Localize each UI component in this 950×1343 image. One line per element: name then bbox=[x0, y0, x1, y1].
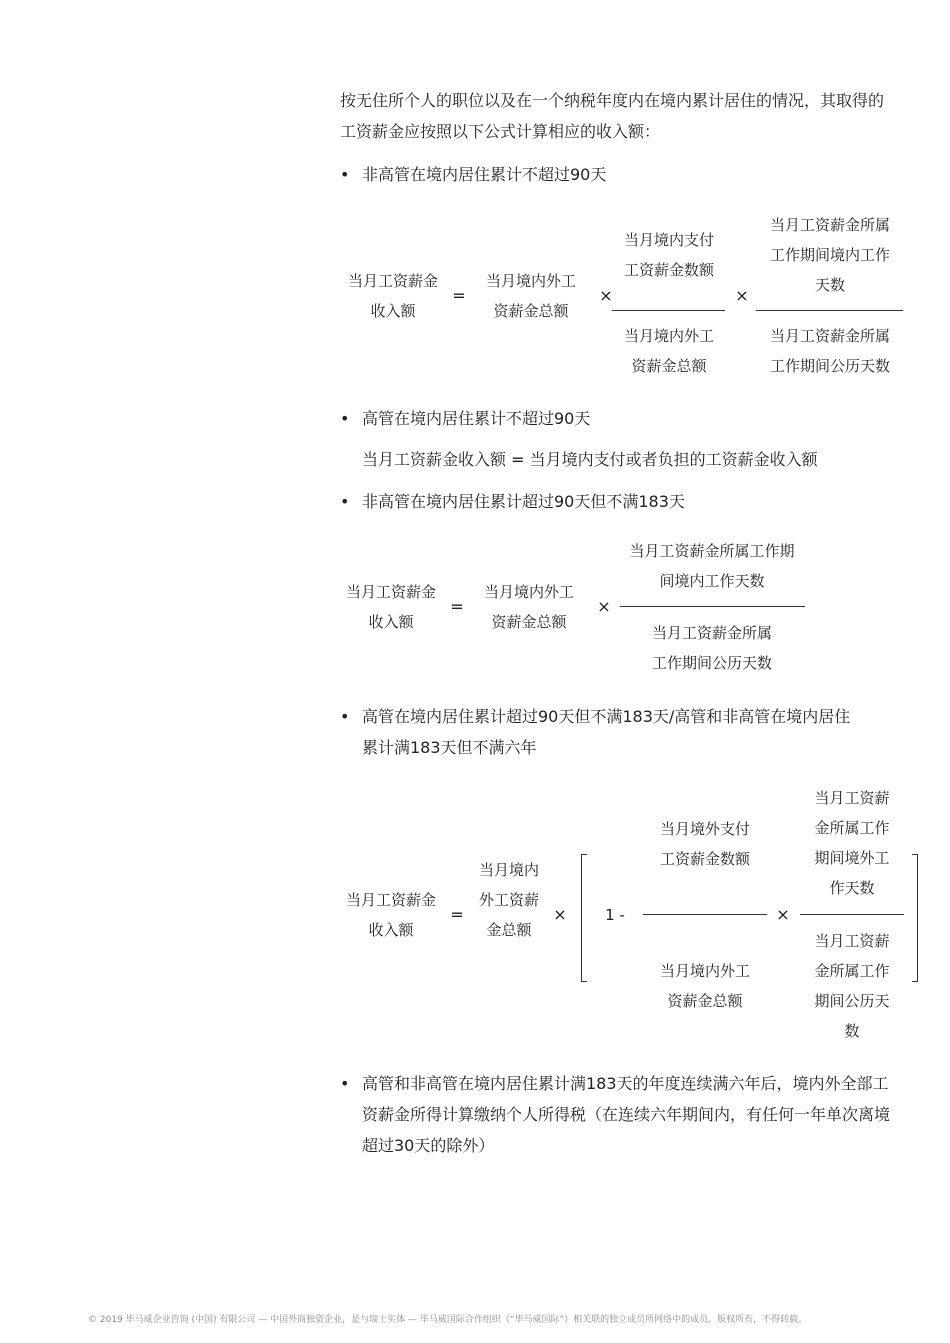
formula-3-bracket-right bbox=[912, 854, 918, 982]
intro-paragraph: 按无住所个人的职位以及在一个纳税年度内在境内累计居住的情况，其取得的工资薪金应按照以下公式计算相应的收入额： bbox=[340, 91, 885, 141]
formula-3-total: 当月境内外工资薪金总额 bbox=[479, 861, 540, 939]
formula-3-fraction-2-bar bbox=[800, 914, 904, 915]
formula-2-lhs: 当月工资薪金收入额 bbox=[346, 583, 437, 631]
formula-1-fraction-2-bar bbox=[756, 310, 903, 311]
formula-1-fraction-2-denominator: 当月工资薪金所属工作期间公历天数 bbox=[769, 327, 890, 375]
formula-2-equals: = bbox=[450, 597, 464, 616]
formula-3-bracket-left bbox=[581, 854, 587, 982]
bullet-dot: • bbox=[340, 707, 350, 726]
formula-3-lhs: 当月工资薪金收入额 bbox=[346, 891, 437, 939]
formula-3-fraction-2-numerator: 当月工资薪金所属工作期间境外工作天数 bbox=[814, 789, 890, 897]
bullet-2-formula: 当月工资薪金收入额 = 当月境内支付或者负担的工资薪金收入额 bbox=[362, 450, 818, 469]
bullet-3-text: 非高管在境内居住累计超过90天但不满183天 bbox=[362, 492, 685, 511]
formula-3-times-2: × bbox=[776, 905, 790, 924]
formula-1-fraction-2-numerator: 当月工资薪金所属工作期间境内工作天数 bbox=[769, 216, 890, 294]
copyright-footer: © 2019 毕马威企业咨询 (中国) 有限公司 — 中国外商独资企业，是与瑞士实体 — 毕马威国际合作组织（“毕马威国际”）相关联的独立成员所网络中的成员。版权所有，不得转载。 bbox=[88, 1315, 808, 1325]
formula-2-fraction-denominator: 当月工资薪金所属工作期间公历天数 bbox=[651, 624, 772, 672]
formula-2-total: 当月境内外工资薪金总额 bbox=[483, 583, 574, 631]
formula-3-one-minus: 1 - bbox=[605, 906, 625, 924]
formula-3-fraction-2-denominator: 当月工资薪金所属工作期间公历天数 bbox=[814, 932, 890, 1040]
formula-1-lhs: 当月工资薪金收入额 bbox=[348, 272, 439, 320]
formula-1-equals: = bbox=[452, 286, 466, 305]
bullet-dot: • bbox=[340, 165, 350, 184]
formula-1-fraction-1-denominator: 当月境内外工资薪金总额 bbox=[623, 327, 714, 375]
formula-3-equals: = bbox=[450, 905, 464, 924]
formula-1-fraction-1-bar bbox=[612, 310, 725, 311]
formula-1-total: 当月境内外工资薪金总额 bbox=[485, 272, 576, 320]
bullet-2-text: 高管在境内居住累计不超过90天 bbox=[362, 409, 591, 428]
formula-1-times-1: × bbox=[599, 286, 613, 305]
formula-1-fraction-1-numerator: 当月境内支付工资薪金数额 bbox=[623, 231, 714, 279]
bullet-4-text: 高管在境内居住累计超过90天但不满183天/高管和非高管在境内居住累计满183天但不满六年 bbox=[362, 707, 851, 757]
bullet-dot: • bbox=[340, 409, 350, 428]
formula-3-fraction-1-bar bbox=[643, 914, 767, 915]
formula-2-fraction-numerator: 当月工资薪金所属工作期间境内工作天数 bbox=[629, 542, 795, 590]
formula-3-times-1: × bbox=[553, 905, 567, 924]
bullet-dot: • bbox=[340, 1074, 350, 1093]
formula-1-times-2: × bbox=[735, 286, 749, 305]
formula-3-fraction-1-numerator: 当月境外支付工资薪金数额 bbox=[659, 820, 750, 868]
formula-2-times: × bbox=[597, 597, 611, 616]
formula-2-fraction-bar bbox=[620, 606, 805, 607]
bullet-dot: • bbox=[340, 492, 350, 511]
bullet-1-text: 非高管在境内居住累计不超过90天 bbox=[362, 165, 607, 184]
bullet-5-text: 高管和非高管在境内居住累计满183天的年度连续满六年后，境内外全部工资薪金所得计算缴纳个人所得税（在连续六年期间内，有任何一年单次离境超过30天的除外） bbox=[362, 1074, 891, 1155]
formula-3-fraction-1-denominator: 当月境内外工资薪金总额 bbox=[659, 962, 750, 1010]
